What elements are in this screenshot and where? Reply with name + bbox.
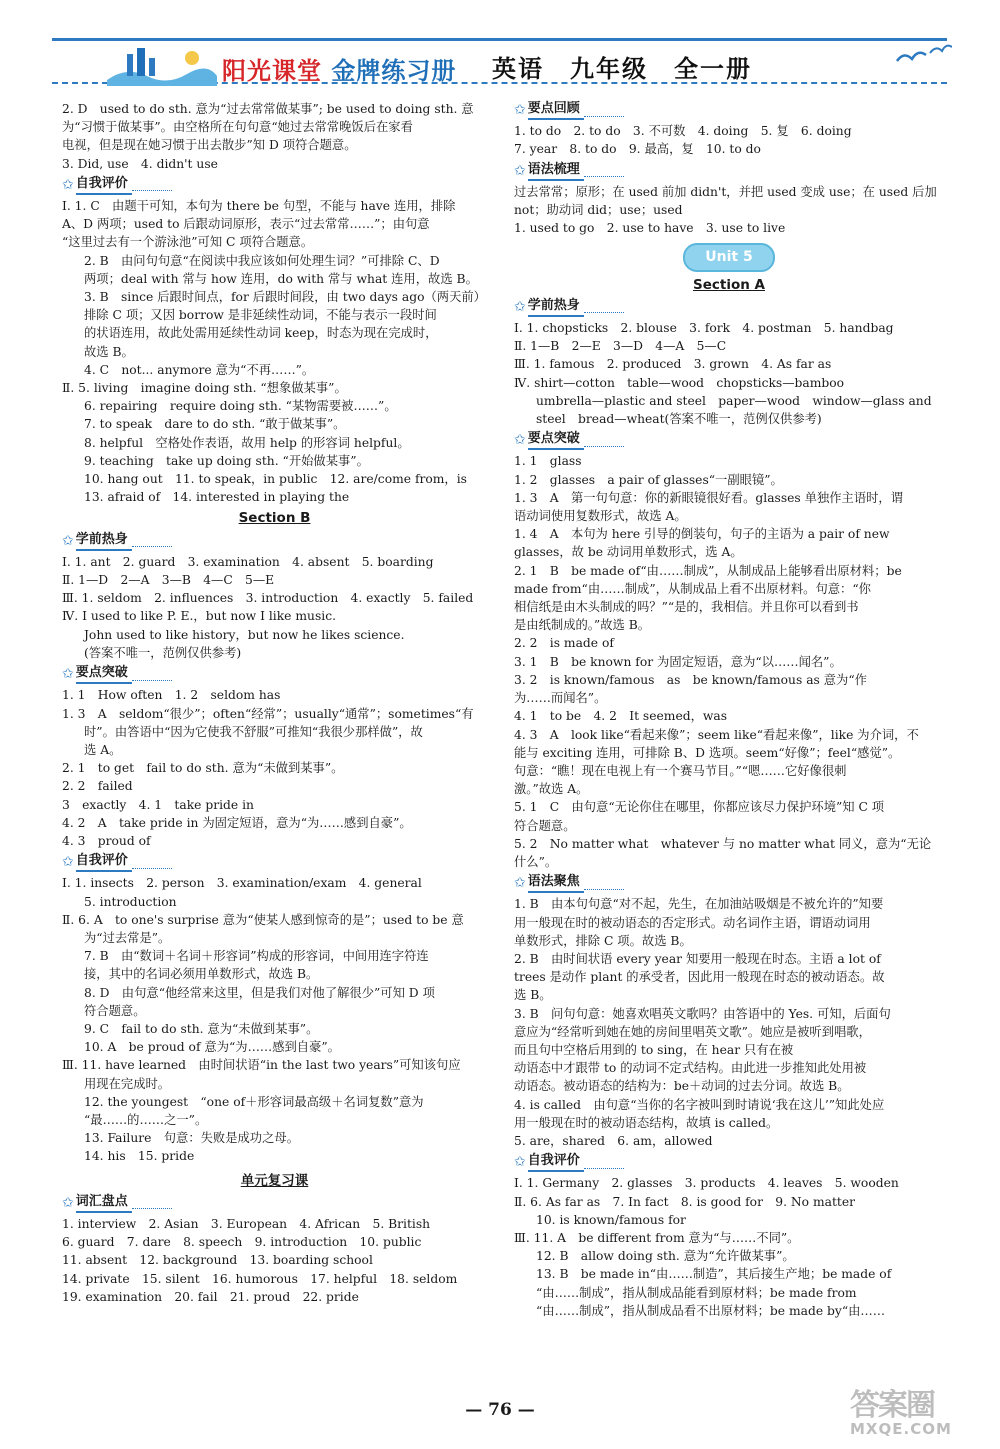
answer-line: Ⅱ. 6. A to one's surprise 意为“使某人感到惊奇的是”；used to be 意 [62,912,464,927]
answer-line: Ⅲ. 1. famous 2. produced 3. grown 4. As far as [514,357,832,372]
section-b-title: Section B [238,510,311,527]
subject-title: 英语 九年级 全一册 [492,55,752,83]
answer-line: 的状语连用，故此处需用延续性动词 keep，时态为现在完成时， [84,326,438,341]
answer-line: Ⅱ. 5. living imagine doing sth. “想象做某事”。 [62,381,347,396]
answer-line: “由……制成”，指从制成品看不出原材料；be made by“由…… [536,1303,886,1318]
answer-line: 5. introduction [84,894,177,909]
grammar-summary-block [514,183,944,238]
series-name-b: 金牌练习册 [331,57,457,85]
answer-line: 8. D 由句意“他经常来这里，但是我们对他了解很少”可知 D 项 [84,985,435,1000]
answer-line: 2. 1 to get fail to do sth. 意为“未做到某事”。 [62,761,344,776]
answer-line: 而且句中空格后用到的 to sing，在 hear 只有在被 [514,1042,794,1057]
answer-line: 10. is known/famous for [536,1212,686,1227]
right-column [514,100,944,1320]
birds-icon [892,41,952,71]
answer-line: 动语态中才跟带 to 的动词不定式结构。由此进一步推知此处用被 [514,1061,867,1076]
answer-line: 5. 2 No matter what whatever 与 no matter what 同义，意为“无论 [514,836,932,851]
answer-line: 1. B 由本句句意“对不起，先生，在加油站吸烟是不被允许的”知要 [514,897,884,912]
review-points-block [514,122,944,158]
answer-line: 4. 3 A look like“看起来像”；seem like“看起来像”，like 为介词，不 [514,727,919,742]
self-eval-heading-2: ✩ 自我评价 [62,852,487,872]
answer-line: 4. 3 proud of [62,833,151,848]
answer-line: 1. 2 glasses a pair of glasses“一副眼镜”。 [514,472,783,487]
answer-line: 2. B 由问句句意“在阅读中我应该如何处理生词？”可排除 C、D [84,253,440,268]
answer-line: 2. B 由时间状语 every year 知要用一般现在时态。主语 a lot of [514,951,881,966]
star-icon: ✩ [514,1154,526,1171]
header-banner [52,38,947,84]
answer-line: 3. 1 B be known for 为固定短语，意为“以……闻名”。 [514,654,842,669]
star-icon: ✩ [62,1194,74,1211]
answer-line: 6. repairing require doing sth. “某物需要被……”。 [84,399,397,414]
answer-line: Ⅱ. 1—B 2—E 3—D 4—A 5—C [514,339,727,354]
star-icon: ✩ [514,162,526,179]
answer-line: 过去常常；原形；在 used 前加 didn't，并把 used 变成 use；在 used 后加 [514,184,937,199]
answer-line: 12. B allow doing sth. 意为“允许做某事”。 [536,1249,795,1264]
answer-line: 为“习惯于做某事”。由空格所在句句意“她过去常常晚饭后在家看 [62,120,413,135]
page-number: — 76 — [465,1400,535,1420]
answer-line: not；助动词 did；use；used [514,203,683,218]
keypoints-heading-a: ✩ 要点突破 [514,430,944,450]
answer-line: 排除 C 项；又因 borrow 是非延续性动词，不能与表示一段时间 [84,308,437,323]
keypoints-heading-b: ✩ 要点突破 [62,664,487,684]
answer-line: Ⅰ. 1. Germany 2. glasses 3. products 4. leaves 5. wooden [514,1176,899,1191]
answer-line: 1. 3 A seldom“很少”；often“经常”；usually“通常”；sometimes“有 [62,706,474,721]
answer-line: 1. 3 A 第一句句意：你的新眼镜很好看。glasses 单独作主语时，谓 [514,490,904,505]
answer-line: 为……而闻名”。 [514,691,607,706]
answer-line: 2. 2 is made of [514,636,614,651]
answer-line: 3. Did, use 4. didn't use [62,156,218,171]
answer-line: 3. B 问句句意：她喜欢唱英文歌吗？由答语中的 Yes. 可知，后面句 [514,1006,891,1021]
answer-line: Ⅰ. 1. chopsticks 2. blouse 3. fork 4. postman 5. handbag [514,321,894,336]
answer-line: 电视，但是现在她习惯于出去散步”知 D 项符合题意。 [62,138,357,153]
answer-line: steel bread—wheat(答案不唯一，范例仅供参考) [536,412,822,427]
star-icon: ✩ [514,102,526,118]
keypoints-block-b [62,686,487,850]
answer-line: Ⅰ. 1. ant 2. guard 3. examination 4. absent 5. boarding [62,554,434,569]
self-eval-heading-a: ✩ 自我评价 [514,1152,944,1172]
answer-line: 14. his 15. pride [84,1149,195,1164]
answer-line: 1. 1 How often 1. 2 seldom has [62,688,281,703]
star-icon: ✩ [62,176,74,193]
answer-line: 相信纸是由木头制成的吗？”“是的，我相信。并且你可以看到书 [514,600,859,615]
watermark-url: MXQE.COM [850,1420,952,1438]
star-icon: ✩ [514,298,526,315]
answer-line: 什么”。 [514,854,558,869]
answer-line: 6. guard 7. dare 8. speech 9. introduction 10. public [62,1235,422,1250]
answer-line: 4. C not... anymore 意为“不再……”。 [84,362,315,377]
grammar-focus-heading: ✩ 语法聚焦 [514,873,944,893]
answer-line: (答案不唯一，范例仅供参考) [84,645,242,660]
answer-line: 11. absent 12. background 13. boarding school [62,1253,373,1268]
answer-line: 7. B 由“数词＋名词＋形容词”构成的形容词，中间用连字符连 [84,949,429,964]
answer-line: 19. examination 20. fail 21. proud 22. pride [62,1289,359,1304]
left-column [62,100,487,1306]
vocab-block [62,1215,487,1306]
unit-review-title: 单元复习课 [240,1172,309,1189]
self-eval-block-2 [62,874,487,1165]
answer-line: 4. 2 A take pride in 为固定短语，意为“为……感到自豪”。 [62,815,412,830]
answer-line: 5. 1 C 由句意“无论你住在哪里，你都应该尽力保护环境”知 C 项 [514,800,885,815]
answer-line: 14. private 15. silent 16. humorous 17. helpful 18. seldom [62,1271,458,1286]
answer-line: “最……的……之一”。 [84,1112,208,1127]
answer-line: Ⅳ. I used to like P. E.，but now I like music. [62,609,336,624]
answer-line: “这里过去有一个游泳池”可知 C 项符合题意。 [62,235,314,250]
answer-line: 时”。由答语中“因为它使我不舒服”可推知“我很少那样做”，故 [84,724,423,739]
self-eval-block-a [514,1174,944,1320]
answer-line: 符合题意。 [84,1003,146,1018]
answer-line: 9. C fail to do sth. 意为“未做到某事”。 [84,1021,319,1036]
answer-line: Ⅲ. 1. seldom 2. influences 3. introduction 4. exactly 5. failed [62,591,474,606]
self-eval-block-1 [62,197,487,506]
review-points-heading: ✩ 要点回顾 [514,100,944,120]
series-name-a: 阳光课堂 [222,57,322,85]
answer-line: 是由纸制成的。”故选 B。 [514,618,651,633]
answer-line: 激。”故选 A。 [514,782,589,797]
answer-line: 语动词使用复数形式，故选 A。 [514,509,687,524]
left-top-block [62,100,487,173]
answer-line: Ⅰ. 1. insects 2. person 3. examination/exam 4. general [62,876,422,891]
star-icon: ✩ [62,666,74,683]
answer-line: made from“由……制成”，从制成品上看不出原材料。句意：“你 [514,581,871,596]
answer-line: Ⅱ. 1—D 2—A 3—B 4—C 5—E [62,573,275,588]
series-title [222,51,456,86]
answer-line: 5. are，shared 6. am，allowed [514,1133,713,1148]
answer-line: 3. 2 is known/famous as be known/famous as 意为“作 [514,672,867,687]
grammar-focus-block [514,895,944,1150]
answer-line: 接，其中的名词必须用单数形式，故选 B。 [84,967,319,982]
grammar-summary-heading: ✩ 语法梳理 [514,161,944,181]
keypoints-block-a [514,452,944,871]
answer-line: 2. 2 failed [62,779,133,794]
answer-line: 10. A be proud of 意为“为……感到自豪”。 [84,1040,340,1055]
answer-line: glasses，故 be 动词用单数形式，选 A。 [514,545,743,560]
warmup-heading-a: ✩ 学前热身 [514,297,944,317]
answer-line: Ⅲ. 11. A be different from 意为“与……不同”。 [514,1230,800,1245]
answer-line: 1. to do 2. to do 3. 不可数 4. doing 5. 复 6. doing [514,124,852,139]
answer-line: 4. 1 to be 4. 2 It seemed，was [514,709,728,724]
answer-line: 两项；deal with 常与 how 连用，do with 常与 what 连用，故选 B。 [84,271,478,286]
section-a-title: Section A [693,276,765,293]
answer-line: 2. 1 B be made of“由……制成”，从制成品上能够看出原材料；be [514,563,902,578]
answer-line: 能与 exciting 连用，可排除 B、D 选项。seem“好像”；feel“感觉”。 [514,745,901,760]
warmup-block-a [514,319,944,428]
answer-line: Ⅰ. 1. C 由题干可知，本句为 there be 句型，不能与 have 连用，排除 [62,199,456,214]
vocab-heading: ✩ 词汇盘点 [62,1193,487,1213]
answer-line: John used to like history，but now he likes science. [84,627,405,642]
answer-line: trees 是动作 plant 的承受者，因此用一般现在时态的被动语态。故 [514,970,885,985]
warmup-heading-b: ✩ 学前热身 [62,531,487,551]
answer-line: 句意：“瞧！现在电视上有一个赛马节目。”“嗯……它好像很刺 [514,763,847,778]
answer-line: 符合题意。 [514,818,576,833]
answer-line: 1. used to go 2. use to have 3. use to live [514,221,786,236]
unit-badge [514,243,944,271]
answer-line: 7. to speak dare to do sth. “敢于做某事”。 [84,417,346,432]
answer-line: 1. 4 A 本句为 here 引导的倒装句，句子的主语为 a pair of new [514,527,890,542]
answer-line: A、D 两项；used to 后跟动词原形，表示“过去常常……”；由句意 [62,217,430,232]
answer-line: 用一般现在时的被动语态的否定形式。动名词作主语，谓语动词用 [514,915,871,930]
star-icon: ✩ [514,432,526,449]
answer-line: 13. afraid of 14. interested in playing the [84,490,350,505]
answer-line: 9. teaching take up doing sth. “开始做某事”。 [84,453,369,468]
answer-line: 4. is called 由句意“当你的名字被叫到时请说‘我在这儿’”知此处应 [514,1097,885,1112]
answer-line: 2. D used to do sth. 意为“过去常常做某事”; be used to doing sth. 意 [62,102,474,116]
answer-line: 意应为“经常听到她在她的房间里唱英文歌”。她应是被听到唱歌， [514,1024,871,1039]
answer-line: 用现在完成时。 [84,1076,171,1091]
watermark-logo [850,1380,980,1440]
answer-line: Ⅳ. shirt—cotton table—wood chopsticks—bamboo [514,375,845,390]
unit-label: Unit 5 [683,243,774,271]
watermark-text: 答案圈 [850,1388,934,1423]
answer-line: 为“过去常是”。 [84,930,171,945]
answer-line: 故选 B。 [84,344,134,359]
answer-line: “由……制成”，指从制成品能看到原材料；be made from [536,1285,857,1300]
answer-line: 13. B be made in“由……制造”，其后接生产地；be made of [536,1267,892,1282]
answer-line: 1. 1 glass [514,454,582,469]
answer-line: 1. interview 2. Asian 3. European 4. African 5. British [62,1216,431,1231]
answer-line: 10. hang out 11. to speak，in public 12. are/come from，is [84,472,467,487]
answer-line: Ⅱ. 6. As far as 7. In fact 8. is good for 9. No matter [514,1194,855,1209]
answer-line: 8. helpful 空格处作表语，故用 help 的形容词 helpful。 [84,435,410,450]
answer-line: 单数形式，排除 C 项。故选 B。 [514,933,692,948]
warmup-block-b [62,553,487,662]
answer-line: 选 B。 [514,988,552,1003]
answer-line: 3. B since 后跟时间点，for 后跟时间段，由 two days ago（两天前） [84,290,486,305]
star-icon: ✩ [62,854,74,871]
answer-line: 用一般现在时的被动语态结构，故填 is called。 [514,1115,779,1130]
answer-line: 选 A。 [84,742,122,757]
answer-line: 12. the youngest “one of＋形容词最高级＋名词复数”意为 [84,1094,424,1109]
answer-line: 动语态。被动语态的结构为：be＋动词的过去分词。故选 B。 [514,1079,850,1094]
star-icon: ✩ [514,875,526,892]
star-icon: ✩ [62,532,74,549]
self-eval-heading-1: ✩ 自我评价 [62,175,487,195]
answer-line: umbrella—plastic and steel paper—wood window—glass and [536,393,932,408]
answer-line: Ⅲ. 11. have learned 由时间状语“in the last two years”可知该句应 [62,1058,461,1073]
castle-wave-logo-icon [107,46,217,86]
answer-line: 7. year 8. to do 9. 最高，复 10. to do [514,142,761,157]
answer-line: 13. Failure 句意：失败是成功之母。 [84,1131,299,1146]
answer-line: 3 exactly 4. 1 take pride in [62,797,254,812]
